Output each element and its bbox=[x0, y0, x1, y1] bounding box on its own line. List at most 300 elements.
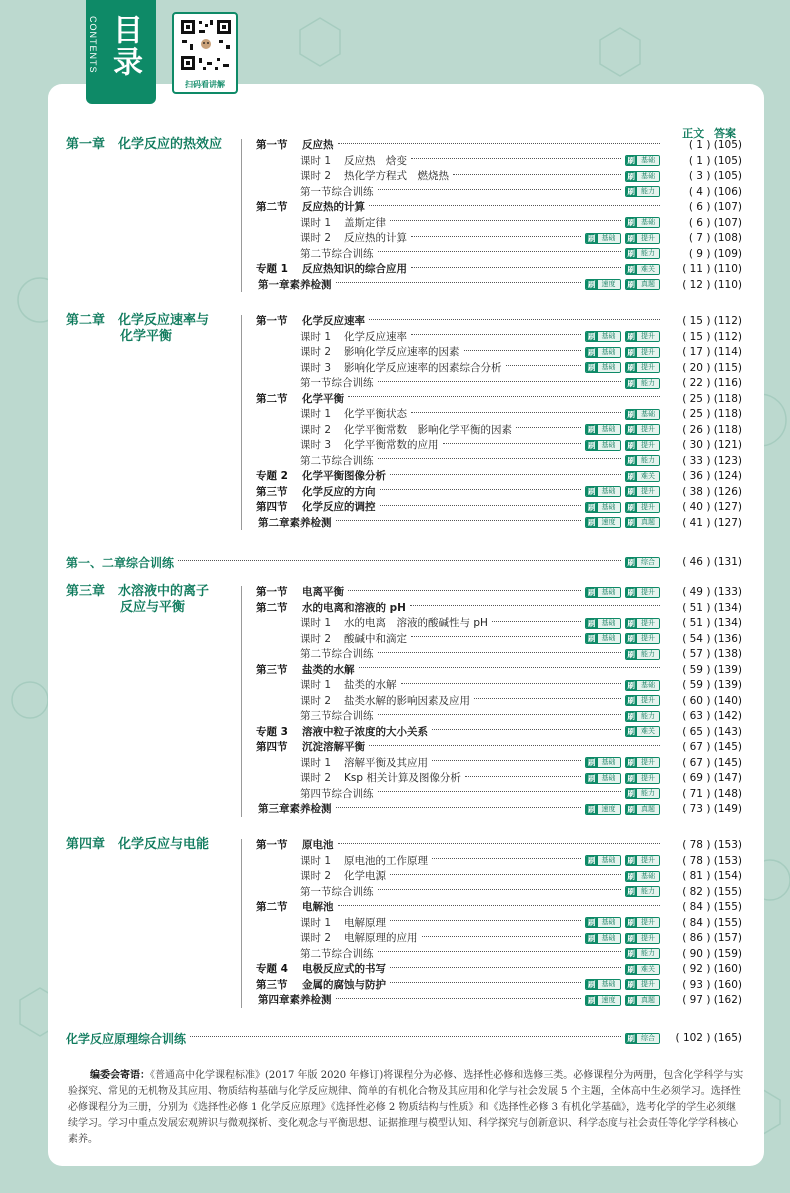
badge-mark: 刷 bbox=[588, 502, 596, 512]
badge-mark: 刷 bbox=[627, 1033, 635, 1043]
badge-mark: 刷 bbox=[627, 171, 635, 181]
page-numbers: ( 65 ) (143) bbox=[682, 725, 742, 738]
entry-title: 反应热的计算 bbox=[344, 232, 407, 244]
badge-基础 bbox=[625, 680, 661, 691]
toc-entry[interactable] bbox=[256, 360, 742, 376]
chapter-title-text: 第二章 化学反应速率与 bbox=[66, 313, 210, 328]
badge-group bbox=[585, 440, 660, 451]
leader-dots bbox=[338, 905, 661, 906]
badge-label: 基础 bbox=[598, 331, 620, 342]
mid-review-entry[interactable] bbox=[66, 554, 742, 570]
badge-mark: 刷 bbox=[588, 487, 596, 496]
badge-能力 bbox=[625, 711, 661, 722]
chapter-title-text: 第四章 化学反应与电能 bbox=[66, 837, 210, 852]
chapter-title[interactable] bbox=[66, 137, 246, 153]
entry-title: 第一节综合训练 bbox=[300, 185, 374, 198]
page-numbers: ( 59 ) (139) bbox=[682, 663, 742, 676]
badge-label: 提升 bbox=[637, 502, 659, 513]
badge-mark: 刷 bbox=[627, 618, 635, 628]
page-numbers: ( 57 ) (138) bbox=[682, 648, 742, 660]
badge-mark: 刷 bbox=[627, 727, 635, 736]
badge-label: 能力 bbox=[637, 649, 659, 660]
section-label: 第三节 bbox=[256, 663, 288, 676]
badge-label: 提升 bbox=[637, 917, 659, 928]
badge-基础 bbox=[585, 933, 621, 944]
toc-entry[interactable] bbox=[256, 261, 742, 277]
entry-title: 电解原理 bbox=[344, 916, 386, 929]
entry-title: 化学平衡常数 影响化学平衡的因素 bbox=[344, 423, 512, 436]
lesson-label: 课时 1 bbox=[300, 617, 332, 629]
toc-entry[interactable] bbox=[256, 770, 742, 786]
badge-label: 能力 bbox=[637, 455, 659, 466]
toc-entry[interactable] bbox=[256, 437, 742, 453]
badge-label: 能力 bbox=[637, 248, 659, 259]
entry-title: 第四章素养检测 bbox=[258, 994, 332, 1006]
page-numbers: ( 25 ) (118) bbox=[682, 408, 742, 420]
lesson-label: 课时 2 bbox=[300, 694, 332, 707]
badge-mark: 刷 bbox=[588, 233, 596, 243]
page-numbers: ( 46 ) (131) bbox=[682, 556, 742, 568]
badge-group bbox=[585, 917, 660, 928]
badge-label: 基础 bbox=[637, 171, 659, 182]
toc-entry[interactable] bbox=[256, 961, 742, 977]
toc-entry[interactable] bbox=[256, 215, 742, 231]
badge-真题 bbox=[625, 804, 661, 815]
badge-mark: 刷 bbox=[588, 440, 596, 450]
badge-group bbox=[585, 757, 660, 768]
entry-title: 化学反应的调控 bbox=[302, 501, 376, 513]
toc-entry[interactable] bbox=[256, 899, 742, 915]
badge-group bbox=[585, 804, 660, 815]
badge-label: 真题 bbox=[637, 517, 659, 528]
badge-label: 提升 bbox=[637, 695, 659, 706]
toc-entry[interactable] bbox=[256, 868, 742, 884]
leader-dots bbox=[411, 636, 581, 637]
toc-entry[interactable] bbox=[256, 915, 742, 931]
toc-entry[interactable] bbox=[256, 277, 742, 293]
badge-难关 bbox=[625, 264, 661, 275]
chapter-divider bbox=[241, 839, 242, 1008]
badge-label: 能力 bbox=[637, 711, 659, 722]
badge-label: 综合 bbox=[637, 557, 659, 568]
badge-提升 bbox=[625, 331, 661, 342]
badge-mark: 刷 bbox=[627, 249, 635, 258]
badge-label: 基础 bbox=[598, 757, 620, 768]
badge-label: 提升 bbox=[637, 424, 659, 435]
badge-group bbox=[585, 331, 660, 342]
badge-mark: 刷 bbox=[588, 758, 596, 767]
badge-label: 基础 bbox=[598, 486, 620, 497]
badge-label: 提升 bbox=[637, 233, 659, 244]
badge-label: 速度 bbox=[598, 995, 620, 1006]
entry-title: 盐类水解的影响因素及应用 bbox=[344, 694, 470, 707]
entry-title: 化学平衡常数的应用 bbox=[344, 439, 439, 451]
toc-entry[interactable] bbox=[256, 786, 742, 802]
editorial-lead: 编委会寄语： bbox=[90, 1070, 150, 1081]
page-numbers: ( 9 ) (109) bbox=[688, 247, 742, 260]
badge-mark: 刷 bbox=[627, 887, 635, 896]
badge-提升 bbox=[625, 979, 661, 990]
badge-mark: 刷 bbox=[627, 518, 635, 527]
entry-title: 化学反应速率 bbox=[302, 315, 365, 327]
section-label: 第三节 bbox=[256, 978, 288, 991]
toc-entry[interactable] bbox=[256, 246, 742, 262]
final-review-entry[interactable] bbox=[66, 1030, 742, 1046]
toc-entry[interactable] bbox=[256, 499, 742, 515]
lesson-label: 课时 2 bbox=[300, 932, 332, 944]
leader-dots bbox=[390, 982, 581, 983]
lesson-label: 课时 2 bbox=[300, 423, 332, 436]
editorial-note bbox=[68, 1068, 744, 1148]
badge-label: 提升 bbox=[637, 362, 659, 373]
leader-dots bbox=[378, 189, 621, 190]
badge-mark: 刷 bbox=[627, 933, 635, 943]
leader-dots bbox=[432, 858, 581, 859]
badge-mark: 刷 bbox=[588, 618, 596, 628]
badge-难关 bbox=[625, 726, 661, 737]
badge-基础 bbox=[625, 409, 661, 420]
chapter-divider bbox=[241, 315, 242, 530]
entry-title: 第二节综合训练 bbox=[300, 947, 374, 960]
toc-entry[interactable] bbox=[256, 199, 742, 215]
entry-title: 反应热 焓变 bbox=[344, 154, 407, 167]
entry-title: 金属的腐蚀与防护 bbox=[302, 978, 386, 991]
toc-entry[interactable] bbox=[256, 946, 742, 962]
section-label: 第三节 bbox=[256, 485, 288, 498]
badge-提升 bbox=[625, 362, 661, 373]
section-label: 专题 4 bbox=[256, 963, 288, 975]
badge-mark: 刷 bbox=[627, 789, 635, 798]
badge-mark: 刷 bbox=[627, 280, 635, 289]
lesson-label: 课时 3 bbox=[300, 361, 332, 374]
badge-基础 bbox=[585, 424, 621, 435]
badge-基础 bbox=[585, 440, 621, 451]
badge-mark: 刷 bbox=[588, 918, 596, 927]
badge-真题 bbox=[625, 995, 661, 1006]
toc-entry[interactable] bbox=[256, 406, 742, 422]
badge-label: 提升 bbox=[637, 933, 659, 944]
badge-group bbox=[625, 557, 661, 568]
leader-dots bbox=[378, 714, 621, 715]
leader-dots bbox=[516, 427, 581, 428]
chapter-title[interactable] bbox=[66, 584, 246, 616]
toc-entry[interactable] bbox=[256, 662, 742, 678]
badge-基础 bbox=[585, 587, 621, 598]
page-numbers: ( 11 ) (110) bbox=[682, 263, 742, 275]
leader-dots bbox=[492, 621, 581, 622]
badge-group bbox=[585, 587, 660, 598]
entry-title: 第二节综合训练 bbox=[300, 648, 374, 660]
badge-mark: 刷 bbox=[627, 680, 635, 690]
badge-mark: 刷 bbox=[588, 518, 596, 527]
entry-title: 电离平衡 bbox=[302, 586, 344, 598]
badge-mark: 刷 bbox=[627, 557, 635, 567]
badge-mark: 刷 bbox=[627, 980, 635, 989]
entry-title: 化学平衡 bbox=[302, 392, 344, 405]
badge-mark: 刷 bbox=[588, 347, 596, 357]
toc-entry[interactable] bbox=[256, 375, 742, 391]
qr-code[interactable] bbox=[172, 12, 238, 94]
badge-group bbox=[625, 711, 661, 722]
page-numbers: ( 78 ) (153) bbox=[682, 839, 742, 851]
badge-提升 bbox=[625, 486, 661, 497]
toc-entry[interactable] bbox=[256, 168, 742, 184]
badge-mark: 刷 bbox=[627, 264, 635, 274]
page-numbers: ( 59 ) (139) bbox=[682, 679, 742, 691]
entry-title: 第一章素养检测 bbox=[258, 278, 332, 291]
leader-dots bbox=[411, 236, 581, 237]
badge-mark: 刷 bbox=[588, 363, 596, 372]
toc-entry[interactable] bbox=[256, 708, 742, 724]
toc-entry[interactable] bbox=[256, 453, 742, 469]
toc-entry[interactable] bbox=[256, 584, 742, 600]
lesson-label: 课时 2 bbox=[300, 772, 332, 784]
toc-entry[interactable] bbox=[256, 930, 742, 946]
badge-group bbox=[585, 773, 660, 784]
lesson-label: 课时 1 bbox=[300, 854, 332, 867]
toc-entry[interactable] bbox=[256, 600, 742, 616]
badge-group bbox=[585, 995, 660, 1006]
leader-dots bbox=[443, 443, 582, 444]
toc-entry[interactable] bbox=[256, 884, 742, 900]
toc-entry[interactable] bbox=[256, 313, 742, 329]
badge-mark: 刷 bbox=[627, 440, 635, 450]
badge-能力 bbox=[625, 455, 661, 466]
toc-entry[interactable] bbox=[256, 724, 742, 740]
chapter-title-text: 第三章 水溶液中的离子 bbox=[66, 584, 210, 599]
badge-label: 难关 bbox=[637, 964, 659, 975]
leader-dots bbox=[380, 505, 582, 506]
qr-caption: 扫码看讲解 bbox=[185, 80, 225, 89]
page-numbers: ( 40 ) (127) bbox=[682, 501, 742, 513]
entry-title: 原电池的工作原理 bbox=[344, 854, 428, 867]
leader-dots bbox=[369, 319, 660, 320]
toc-entry[interactable] bbox=[256, 755, 742, 771]
badge-group bbox=[585, 618, 660, 629]
toc-entry[interactable] bbox=[256, 422, 742, 438]
badge-提升 bbox=[625, 233, 661, 244]
badge-基础 bbox=[585, 486, 621, 497]
page-numbers: ( 97 ) (162) bbox=[682, 994, 742, 1006]
entry-title: 化学电源 bbox=[344, 870, 386, 882]
toc-entry[interactable] bbox=[256, 646, 742, 662]
badge-提升 bbox=[625, 618, 661, 629]
badge-label: 基础 bbox=[598, 233, 620, 244]
lesson-label: 课时 1 bbox=[300, 916, 332, 929]
chapter-title-sub: 反应与平衡 bbox=[120, 600, 186, 615]
badge-group bbox=[625, 409, 661, 420]
badge-mark: 刷 bbox=[588, 995, 596, 1005]
badge-基础 bbox=[625, 871, 661, 882]
entry-title: 第一节综合训练 bbox=[300, 885, 374, 898]
page-numbers: ( 33 ) (123) bbox=[682, 454, 742, 467]
toc-entry[interactable] bbox=[256, 230, 742, 246]
toc-entry[interactable] bbox=[256, 677, 742, 693]
badge-提升 bbox=[625, 773, 661, 784]
leader-dots bbox=[378, 652, 621, 653]
badge-group bbox=[585, 633, 660, 644]
badge-难关 bbox=[625, 471, 661, 482]
page-numbers: ( 69 ) (147) bbox=[682, 772, 742, 784]
badge-综合 bbox=[625, 557, 661, 568]
leader-dots bbox=[506, 365, 582, 366]
page-numbers: ( 4 ) (106) bbox=[688, 185, 742, 198]
badge-label: 难关 bbox=[637, 264, 659, 275]
page-numbers: ( 86 ) (157) bbox=[682, 932, 742, 944]
entry-title: 盐类的水解 bbox=[302, 663, 355, 676]
badge-group bbox=[585, 233, 660, 244]
badge-mark: 刷 bbox=[627, 804, 635, 814]
lesson-label: 课时 2 bbox=[300, 632, 332, 645]
page-numbers: ( 54 ) (136) bbox=[682, 632, 742, 645]
entry-title: 溶液中粒子浓度的大小关系 bbox=[302, 725, 428, 738]
badge-label: 提升 bbox=[637, 347, 659, 358]
page-numbers: ( 92 ) (160) bbox=[682, 963, 742, 975]
chapter-title[interactable] bbox=[66, 837, 246, 853]
toc-entry[interactable] bbox=[256, 853, 742, 869]
badge-能力 bbox=[625, 649, 661, 660]
badge-label: 基础 bbox=[598, 979, 620, 990]
badge-group bbox=[585, 347, 660, 358]
leader-dots bbox=[369, 205, 660, 206]
toc-entry[interactable] bbox=[256, 693, 742, 709]
page-numbers: ( 20 ) (115) bbox=[682, 361, 742, 374]
badge-mark: 刷 bbox=[627, 363, 635, 372]
badge-group bbox=[585, 424, 660, 435]
badge-label: 提升 bbox=[637, 587, 659, 598]
badge-group bbox=[625, 788, 661, 799]
chapter-title-sub: 化学平衡 bbox=[120, 329, 173, 344]
page-numbers: ( 41 ) (127) bbox=[682, 516, 742, 529]
badge-label: 提升 bbox=[637, 855, 659, 866]
toc-entry[interactable] bbox=[256, 468, 742, 484]
badge-速度 bbox=[585, 517, 621, 528]
badge-label: 提升 bbox=[637, 440, 659, 451]
badge-group bbox=[625, 171, 661, 182]
toc-entry[interactable] bbox=[256, 992, 742, 1008]
page-numbers: ( 51 ) (134) bbox=[682, 601, 742, 614]
entry-title: Ksp 相关计算及图像分析 bbox=[344, 772, 461, 784]
badge-label: 提升 bbox=[637, 633, 659, 644]
toc-entry[interactable] bbox=[256, 837, 742, 853]
toc-entry[interactable] bbox=[256, 739, 742, 755]
column-body: 正文 bbox=[682, 127, 705, 140]
toc-entry[interactable] bbox=[256, 977, 742, 993]
lesson-label: 课时 2 bbox=[300, 232, 332, 244]
badge-label: 基础 bbox=[598, 587, 620, 598]
badge-label: 基础 bbox=[598, 424, 620, 435]
badge-提升 bbox=[625, 424, 661, 435]
badge-label: 速度 bbox=[598, 804, 620, 815]
badge-基础 bbox=[585, 855, 621, 866]
page-numbers: ( 7 ) (108) bbox=[688, 232, 742, 244]
badge-mark: 刷 bbox=[627, 502, 635, 512]
toc-entry[interactable] bbox=[256, 801, 742, 817]
badge-label: 基础 bbox=[598, 855, 620, 866]
page-numbers: ( 38 ) (126) bbox=[682, 485, 742, 498]
badge-label: 基础 bbox=[598, 917, 620, 928]
section-label: 专题 2 bbox=[256, 470, 288, 482]
badge-基础 bbox=[585, 917, 621, 928]
lesson-label: 课时 2 bbox=[300, 870, 332, 882]
badge-基础 bbox=[585, 618, 621, 629]
badge-mark: 刷 bbox=[627, 332, 635, 341]
toc-entry[interactable] bbox=[256, 391, 742, 407]
page-numbers: ( 82 ) (155) bbox=[682, 885, 742, 898]
lesson-label: 课时 1 bbox=[300, 154, 332, 167]
badge-group bbox=[585, 933, 660, 944]
entry-title: 化学反应原理综合训练 bbox=[66, 1031, 187, 1046]
toc-entry[interactable] bbox=[256, 344, 742, 360]
leader-dots bbox=[411, 334, 581, 335]
toc-entry[interactable] bbox=[256, 184, 742, 200]
badge-mark: 刷 bbox=[627, 233, 635, 243]
page-numbers: ( 36 ) (124) bbox=[682, 470, 742, 482]
entry-title: 盐类的水解 bbox=[344, 679, 397, 691]
badge-group bbox=[625, 217, 661, 228]
leader-dots bbox=[378, 889, 621, 890]
page-numbers: ( 22 ) (116) bbox=[682, 377, 742, 389]
badge-group bbox=[625, 886, 661, 897]
badge-mark: 刷 bbox=[627, 471, 635, 481]
badge-mark: 刷 bbox=[627, 773, 635, 783]
badge-label: 基础 bbox=[598, 362, 620, 373]
lesson-label: 课时 1 bbox=[300, 330, 332, 343]
badge-提升 bbox=[625, 757, 661, 768]
badge-能力 bbox=[625, 378, 661, 389]
badge-mark: 刷 bbox=[627, 218, 635, 227]
badge-group bbox=[625, 695, 661, 706]
chapter-title[interactable] bbox=[66, 313, 246, 345]
badge-label: 基础 bbox=[598, 933, 620, 944]
page-numbers: ( 51 ) (134) bbox=[682, 617, 742, 629]
qr-code-icon bbox=[179, 18, 233, 72]
page-numbers: ( 78 ) (153) bbox=[682, 854, 742, 867]
leader-dots bbox=[378, 951, 621, 952]
leader-dots bbox=[390, 920, 581, 921]
toc-entry[interactable] bbox=[256, 329, 742, 345]
leader-dots bbox=[378, 791, 621, 792]
badge-mark: 刷 bbox=[627, 634, 635, 643]
page-numbers: ( 1 ) (105) bbox=[688, 154, 742, 167]
badge-label: 基础 bbox=[598, 502, 620, 513]
badge-group bbox=[625, 680, 661, 691]
toc-entry[interactable] bbox=[256, 615, 742, 631]
badge-基础 bbox=[585, 331, 621, 342]
leader-dots bbox=[453, 174, 621, 175]
badge-label: 能力 bbox=[637, 186, 659, 197]
page-numbers: ( 71 ) (148) bbox=[682, 787, 742, 800]
toc-entry[interactable] bbox=[256, 515, 742, 531]
toc-entry[interactable] bbox=[256, 631, 742, 647]
entry-title: 盖斯定律 bbox=[344, 216, 386, 229]
section-label: 专题 3 bbox=[256, 725, 288, 738]
badge-综合 bbox=[625, 1033, 661, 1044]
badge-提升 bbox=[625, 347, 661, 358]
badge-group bbox=[585, 502, 660, 513]
badge-提升 bbox=[625, 440, 661, 451]
badge-能力 bbox=[625, 248, 661, 259]
badge-mark: 刷 bbox=[588, 425, 596, 434]
badge-group bbox=[585, 979, 660, 990]
badge-基础 bbox=[625, 217, 661, 228]
entry-title: 第二节综合训练 bbox=[300, 247, 374, 260]
toc-entry[interactable] bbox=[256, 137, 742, 153]
toc-entry[interactable] bbox=[256, 484, 742, 500]
page-numbers: ( 60 ) (140) bbox=[682, 694, 742, 707]
toc-entry[interactable] bbox=[256, 153, 742, 169]
badge-基础 bbox=[585, 757, 621, 768]
